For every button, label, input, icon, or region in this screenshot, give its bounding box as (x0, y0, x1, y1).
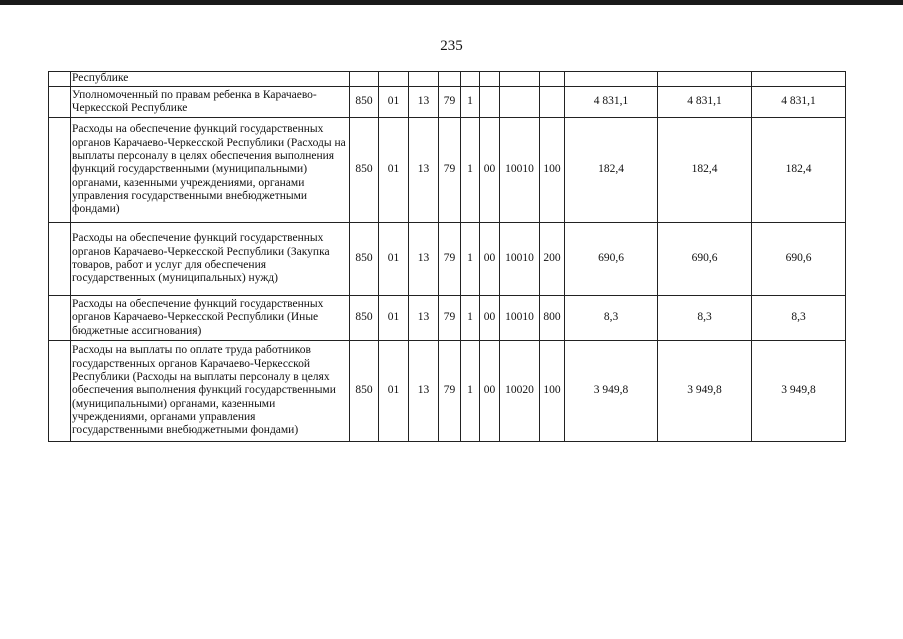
table-row (49, 118, 846, 223)
program-code-cell (439, 72, 461, 87)
table-row (49, 296, 846, 341)
subsection-code-cell: 13 (409, 87, 439, 118)
direction-code-cell (500, 87, 540, 118)
expense-name-cell: Расходы на обеспечение функций государственных органов Карачаево-Черкесской Республики (Иные бюджетные ассигнования) (71, 296, 350, 341)
subsection-code-cell: 13 (409, 296, 439, 341)
budget-table (48, 71, 846, 442)
main-event-code-cell (480, 87, 500, 118)
row-index-cell (49, 118, 71, 223)
direction-code-cell (500, 72, 540, 87)
subprogram-code-cell: 1 (461, 223, 480, 296)
main-event-code-cell: 00 (480, 118, 500, 223)
program-code-cell: 79 (439, 223, 461, 296)
ministry-code-cell: 850 (350, 341, 379, 442)
main-event-code-cell: 00 (480, 341, 500, 442)
table-row (49, 87, 846, 118)
amount-year2-cell: 182,4 (658, 118, 752, 223)
subprogram-code-cell (461, 72, 480, 87)
amount-year3-cell: 3 949,8 (752, 341, 846, 442)
program-code-cell: 79 (439, 87, 461, 118)
amount-year3-cell: 690,6 (752, 223, 846, 296)
section-code-cell: 01 (379, 223, 409, 296)
expense-type-code-cell (540, 87, 565, 118)
section-code-cell: 01 (379, 118, 409, 223)
expense-name-cell: Уполномоченный по правам ребенка в Карачаево-Черкесской Республике (71, 87, 350, 118)
amount-year3-cell: 8,3 (752, 296, 846, 341)
ministry-code-cell: 850 (350, 296, 379, 341)
direction-code-cell: 10010 (500, 296, 540, 341)
amount-year3-cell (752, 72, 846, 87)
amount-year1-cell (565, 72, 658, 87)
section-code-cell (379, 72, 409, 87)
subsection-code-cell: 13 (409, 223, 439, 296)
expense-type-code-cell (540, 72, 565, 87)
row-index-cell (49, 296, 71, 341)
main-event-code-cell: 00 (480, 223, 500, 296)
table-row (49, 341, 846, 442)
subprogram-code-cell: 1 (461, 118, 480, 223)
amount-year3-cell: 4 831,1 (752, 87, 846, 118)
expense-type-code-cell: 100 (540, 118, 565, 223)
page-top-border (0, 0, 903, 5)
ministry-code-cell (350, 72, 379, 87)
subprogram-code-cell: 1 (461, 87, 480, 118)
subprogram-code-cell: 1 (461, 341, 480, 442)
main-event-code-cell (480, 72, 500, 87)
row-index-cell (49, 72, 71, 87)
section-code-cell: 01 (379, 296, 409, 341)
page-number: 235 (440, 38, 463, 54)
section-code-cell: 01 (379, 341, 409, 442)
main-event-code-cell: 00 (480, 296, 500, 341)
amount-year2-cell: 4 831,1 (658, 87, 752, 118)
amount-year1-cell: 182,4 (565, 118, 658, 223)
direction-code-cell: 10010 (500, 118, 540, 223)
subprogram-code-cell: 1 (461, 296, 480, 341)
program-code-cell: 79 (439, 118, 461, 223)
subsection-code-cell: 13 (409, 341, 439, 442)
table-row (49, 72, 846, 87)
amount-year2-cell: 690,6 (658, 223, 752, 296)
direction-code-cell: 10010 (500, 223, 540, 296)
subsection-code-cell (409, 72, 439, 87)
row-index-cell (49, 223, 71, 296)
row-index-cell (49, 87, 71, 118)
expense-name-cell: Республике (71, 72, 350, 87)
amount-year1-cell: 4 831,1 (565, 87, 658, 118)
amount-year1-cell: 3 949,8 (565, 341, 658, 442)
expense-name-cell: Расходы на выплаты по оплате труда работников государственных органов Карачаево-Черкесской Республики (Расходы на выплаты персоналу в целях обеспечения выполнения функций государственными (муниципальными) органами, казенными учреждениями, органами управления государственными внебюджетными фондами) (71, 341, 350, 442)
subsection-code-cell: 13 (409, 118, 439, 223)
ministry-code-cell: 850 (350, 223, 379, 296)
program-code-cell: 79 (439, 296, 461, 341)
expense-name-cell: Расходы на обеспечение функций государственных органов Карачаево-Черкесской Республики (Закупка товаров, работ и услуг для обеспечения государственных (муниципальных) нужд) (71, 223, 350, 296)
table-row (49, 223, 846, 296)
expense-type-code-cell: 200 (540, 223, 565, 296)
amount-year1-cell: 8,3 (565, 296, 658, 341)
program-code-cell: 79 (439, 341, 461, 442)
amount-year1-cell: 690,6 (565, 223, 658, 296)
direction-code-cell: 10020 (500, 341, 540, 442)
ministry-code-cell: 850 (350, 118, 379, 223)
section-code-cell: 01 (379, 87, 409, 118)
expense-name-cell: Расходы на обеспечение функций государственных органов Карачаево-Черкесской Республики (Расходы на выплаты персоналу в целях обеспечения выполнения функций государственными (муниципальными) органами, казенными учреждениями, органами управления государственными внебюджетными фондами) (71, 118, 350, 223)
expense-type-code-cell: 800 (540, 296, 565, 341)
ministry-code-cell: 850 (350, 87, 379, 118)
amount-year2-cell (658, 72, 752, 87)
table-body (49, 72, 846, 442)
amount-year2-cell: 3 949,8 (658, 341, 752, 442)
amount-year2-cell: 8,3 (658, 296, 752, 341)
amount-year3-cell: 182,4 (752, 118, 846, 223)
expense-type-code-cell: 100 (540, 341, 565, 442)
row-index-cell (49, 341, 71, 442)
